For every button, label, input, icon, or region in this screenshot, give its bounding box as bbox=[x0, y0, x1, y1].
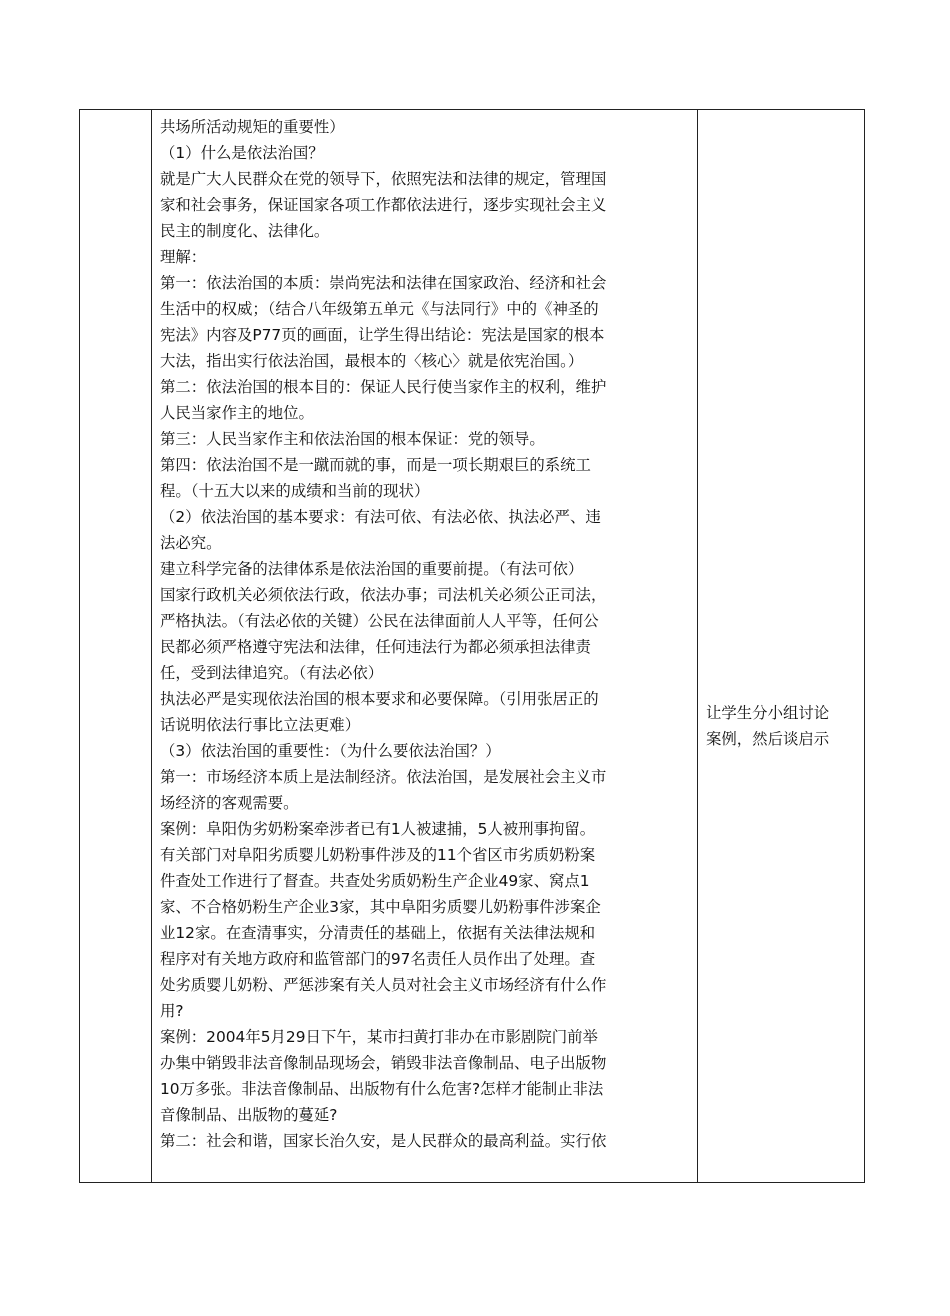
activity-line: 让学生分小组讨论 bbox=[706, 704, 830, 722]
content-line: 大法，指出实行依法治国，最根本的〈核心〉就是依宪治国。） bbox=[160, 352, 584, 370]
content-line: 建立科学完备的法律体系是依法治国的重要前提。（有法可依） bbox=[160, 560, 584, 578]
content-line: 第一：市场经济本质上是法制经济。依法治国，是发展社会主义市 bbox=[160, 768, 607, 786]
content-line: 场经济的客观需要。 bbox=[160, 794, 299, 812]
content-line: 就是广大人民群众在党的领导下，依照宪法和法律的规定，管理国 bbox=[160, 170, 607, 188]
content-line: 音像制品、出版物的蔓延? bbox=[160, 1106, 338, 1124]
content-line: 严格执法。（有法必依的关键）公民在法律面前人人平等，任何公 bbox=[160, 612, 599, 630]
content-line: 执法必严是实现依法治国的根本要求和必要保障。（引用张居正的 bbox=[160, 690, 599, 708]
column-divider bbox=[697, 110, 698, 1182]
content-line: 国家行政机关必须依法行政，依法办事；司法机关必须公正司法， bbox=[160, 586, 607, 604]
content-line: 家、不合格奶粉生产企业3家，其中阜阳劣质婴儿奶粉事件涉案企 bbox=[160, 898, 601, 916]
content-line: 宪法》内容及P77页的画面，让学生得出结论：宪法是国家的根本 bbox=[160, 326, 605, 344]
content-line: 10万多张。非法音像制品、出版物有什么危害?怎样才能制止非法 bbox=[160, 1080, 604, 1098]
content-line: 共场所活动规矩的重要性） bbox=[160, 118, 345, 136]
content-line: 有关部门对阜阳劣质婴儿奶粉事件涉及的11个省区市劣质奶粉案 bbox=[160, 846, 596, 864]
content-line: 业12家。在查清事实，分清责任的基础上，依据有关法律法规和 bbox=[160, 924, 596, 942]
content-line: （3）依法治国的重要性：（为什么要依法治国？） bbox=[160, 742, 501, 760]
content-line: 第四：依法治国不是一蹴而就的事，而是一项长期艰巨的系统工 bbox=[160, 456, 591, 474]
content-line: 人民当家作主的地位。 bbox=[160, 404, 314, 422]
content-line: 民主的制度化、法律化。 bbox=[160, 222, 330, 240]
content-line: 案例：阜阳伪劣奶粉案牵涉者已有1人被逮捕，5人被刑事拘留。 bbox=[160, 820, 596, 838]
content-line: 第二：社会和谐，国家长治久安，是人民群众的最高利益。实行依 bbox=[160, 1132, 607, 1150]
content-line: 第三：人民当家作主和依法治国的根本保证：党的领导。 bbox=[160, 430, 545, 448]
content-line: 生活中的权威；（结合八年级第五单元《与法同行》中的《神圣的 bbox=[160, 300, 599, 318]
content-line: 家和社会事务，保证国家各项工作都依法进行，逐步实现社会主义 bbox=[160, 196, 607, 214]
content-line: 处劣质婴儿奶粉、严惩涉案有关人员对社会主义市场经济有什么作 bbox=[160, 976, 607, 994]
content-line: 程序对有关地方政府和监管部门的97名责任人员作出了处理。查 bbox=[160, 950, 596, 968]
content-line: 件查处工作进行了督查。共查处劣质奶粉生产企业49家、窝点1 bbox=[160, 872, 590, 890]
content-line: 第一：依法治国的本质：崇尚宪法和法律在国家政治、经济和社会 bbox=[160, 274, 607, 292]
content-line: （1）什么是依法治国？ bbox=[160, 144, 324, 162]
content-line: 民都必须严格遵守宪法和法律，任何违法行为都必须承担法律责 bbox=[160, 638, 591, 656]
content-line: 话说明依法行事比立法更难） bbox=[160, 716, 361, 734]
student-activity-cell bbox=[706, 700, 856, 752]
content-line: 案例：2004年5月29日下午，某市扫黄打非办在市影剧院门前举 bbox=[160, 1028, 598, 1046]
content-line: 法必究。 bbox=[160, 534, 222, 552]
activity-line: 案例，然后谈启示 bbox=[706, 730, 830, 748]
content-line: 程。（十五大以来的成绩和当前的现状） bbox=[160, 482, 430, 500]
content-line: 第二：依法治国的根本目的：保证人民行使当家作主的权利，维护 bbox=[160, 378, 607, 396]
teaching-content-cell bbox=[160, 114, 692, 1154]
column-divider bbox=[151, 110, 152, 1182]
content-line: 办集中销毁非法音像制品现场会，销毁非法音像制品、电子出版物 bbox=[160, 1054, 607, 1072]
content-line: 理解： bbox=[160, 248, 207, 266]
lesson-plan-table bbox=[79, 109, 865, 1183]
content-line: （2）依法治国的基本要求：有法可依、有法必依、执法必严、违 bbox=[160, 508, 601, 526]
content-line: 任，受到法律追究。（有法必依） bbox=[160, 664, 384, 682]
content-line: 用? bbox=[160, 1002, 184, 1020]
